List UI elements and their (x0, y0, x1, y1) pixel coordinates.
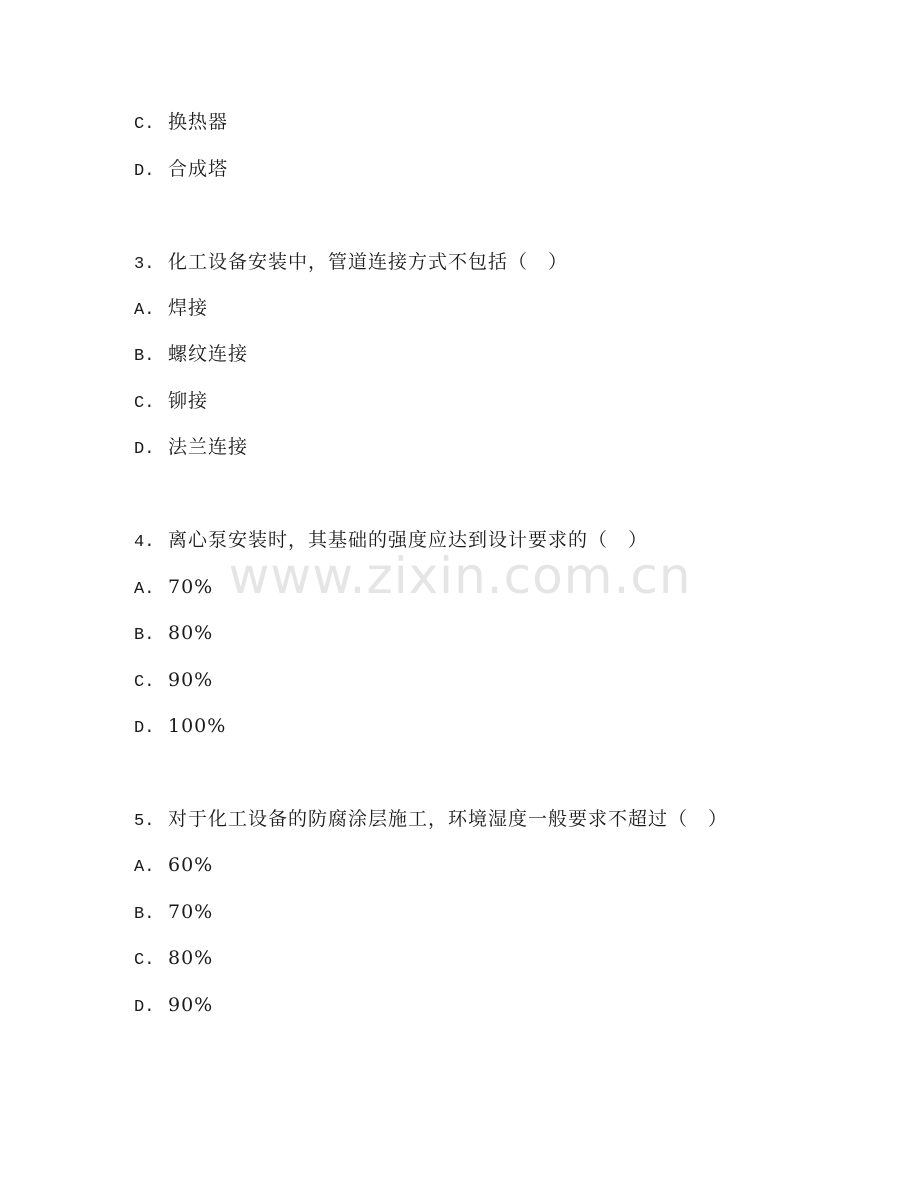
question-text: 化工设备安装中，管道连接方式不包括（ ） (168, 251, 569, 273)
option-label: A. (134, 858, 155, 877)
option-label: A. (134, 580, 155, 599)
option-line (134, 157, 228, 184)
option-line (134, 993, 213, 1020)
option-label: D. (134, 998, 155, 1017)
option-line (134, 946, 213, 973)
option-line (134, 435, 248, 462)
option-label: D. (134, 162, 155, 181)
option-label: B. (134, 347, 155, 366)
question-line (134, 250, 568, 277)
question-line (134, 807, 728, 834)
option-label: D. (134, 719, 155, 738)
option-label: A. (134, 301, 155, 320)
option-label: C. (134, 115, 155, 134)
option-text: 铆接 (168, 390, 209, 412)
option-text: 合成塔 (168, 158, 229, 180)
option-label: C. (134, 394, 155, 413)
option-line (134, 714, 226, 741)
option-text: 60% (168, 854, 214, 876)
option-line (134, 853, 213, 880)
question-number: 3. (134, 255, 155, 274)
option-text: 80% (168, 622, 214, 644)
question-number: 5. (134, 812, 155, 831)
option-label: B. (134, 626, 155, 645)
option-text: 螺纹连接 (168, 343, 249, 365)
option-text: 100% (168, 715, 227, 737)
option-text: 90% (168, 994, 214, 1016)
option-text: 70% (168, 901, 214, 923)
option-line (134, 342, 248, 369)
option-label: D. (134, 440, 155, 459)
question-line (134, 528, 648, 555)
question-text: 离心泵安装时，其基础的强度应达到设计要求的（ ） (168, 529, 649, 551)
option-line (134, 110, 228, 137)
option-label: B. (134, 905, 155, 924)
option-text: 焊接 (168, 297, 209, 319)
watermark: www.zixin.com.cn (228, 547, 692, 605)
option-line (134, 900, 213, 927)
option-line (134, 621, 213, 648)
option-label: C. (134, 951, 155, 970)
option-line (134, 668, 213, 695)
question-text: 对于化工设备的防腐涂层施工，环境湿度一般要求不超过（ ） (168, 808, 729, 830)
option-text: 法兰连接 (168, 436, 249, 458)
question-number: 4. (134, 533, 155, 552)
option-label: C. (134, 673, 155, 692)
option-line (134, 389, 208, 416)
option-line (134, 575, 213, 602)
option-text: 70% (168, 576, 214, 598)
option-text: 换热器 (168, 111, 229, 133)
option-text: 80% (168, 947, 214, 969)
option-line (134, 296, 208, 323)
option-text: 90% (168, 669, 214, 691)
